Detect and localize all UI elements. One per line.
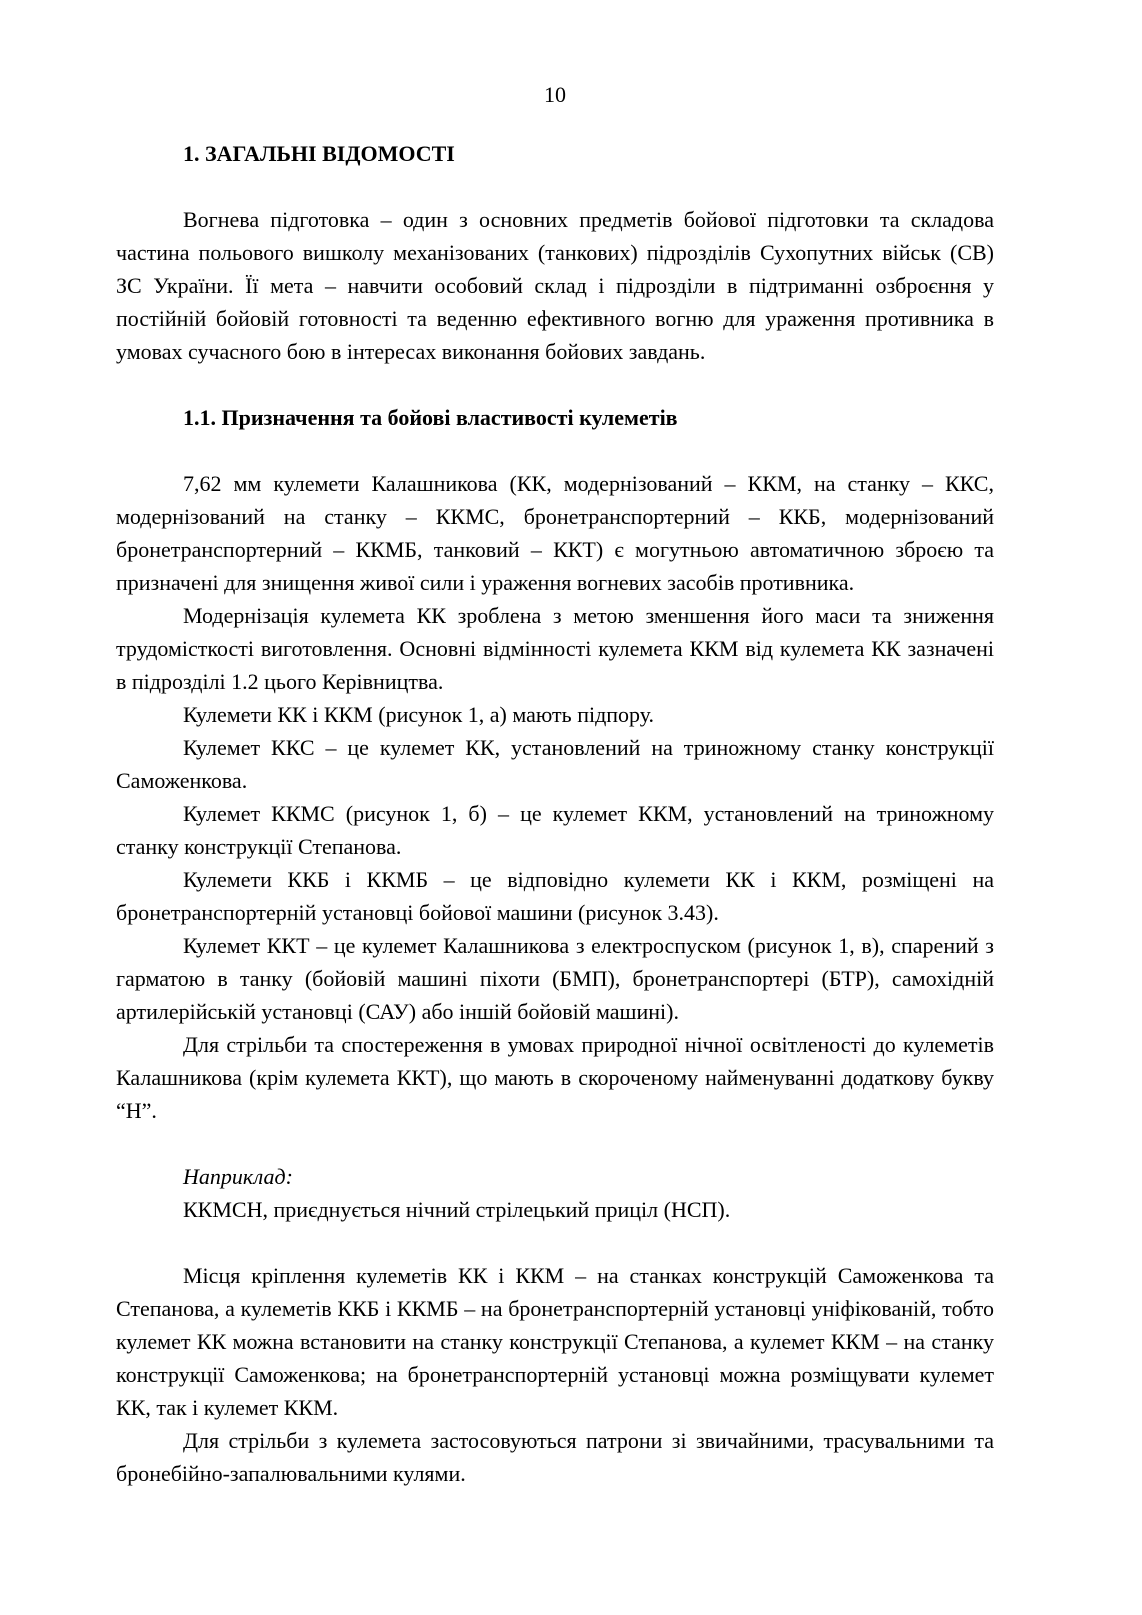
paragraph: 7,62 мм кулемети Калашникова (КК, модернізований – ККМ, на станку – ККС, модернізований на станку – ККМС, бронетранспортерний – ККБ, модернізований бронетранспортерний – ККМБ, танковий – ККТ) є могутньою автоматичною зброєю та призначені для знищення живої сили і ураження вогневих засобів противника. xyxy=(116,471,994,595)
example-label: Наприклад: xyxy=(183,1164,293,1189)
paragraph: Кулемет ККС – це кулемет КК, установлений на триножному станку конструкції Саможенкова. xyxy=(116,735,994,793)
paragraph: Кулемет ККМС (рисунок 1, б) – це кулемет ККМ, установлений на триножному станку конструкції Степанова. xyxy=(116,801,994,859)
page-number: 10 xyxy=(544,82,566,107)
paragraph: Для стрільби та спостереження в умовах природної нічної освітленості до кулеметів Калашникова (крім кулемета ККТ), що мають в скороченому найменуванні додаткову букву “Н”. xyxy=(116,1032,994,1123)
paragraph: Кулемети ККБ і ККМБ – це відповідно кулемети КК і ККМ, розміщені на бронетранспортерній установці бойової машини (рисунок 3.43). xyxy=(116,867,994,925)
subsection-heading: 1.1. Призначення та бойові властивості кулеметів xyxy=(183,405,678,430)
example-text: ККМСН, приєднується нічний стрілецький приціл (НСП). xyxy=(183,1197,731,1222)
paragraph: Місця кріплення кулеметів КК і ККМ – на станках конструкцій Саможенкова та Степанова, а кулеметів ККБ і ККМБ – на бронетранспортерній установці уніфікованій, тобто кулемет КК можна встановити на станку конструкції Степанова, а кулемет ККМ – на станку конструкції Саможенкова; на бронетранспортерній установці можна розміщувати кулемет КК, так і кулемет ККМ. xyxy=(116,1263,994,1420)
section-heading: 1. ЗАГАЛЬНІ ВІДОМОСТІ xyxy=(183,141,455,166)
paragraph: Кулемет ККТ – це кулемет Калашникова з електроспуском (рисунок 1, в), спарений з гарматою в танку (бойовій машині піхоти (БМП), бронетранспортері (БТР), самохідній артилерійській установці (САУ) або іншій бойовій машині). xyxy=(116,933,994,1024)
intro-paragraph: Вогнева підготовка – один з основних предметів бойової підготовки та складова частина польового вишколу механізованих (танкових) підрозділів Сухопутних військ (СВ) ЗС України. Її мета – навчити особовий склад і підрозділи в підтриманні озброєння у постійній бойовій готовності та веденню ефективного вогню для ураження противника в умовах сучасного бою в інтересах виконання бойових завдань. xyxy=(116,207,994,364)
paragraph: Кулемети КК і ККМ (рисунок 1, а) мають підпору. xyxy=(183,702,655,727)
paragraph: Модернізація кулемета КК зроблена з метою зменшення його маси та зниження трудомісткості виготовлення. Основні відмінності кулемета ККМ від кулемета КК зазначені в підрозділі 1.2 цього Керівництва. xyxy=(116,603,994,694)
paragraph: Для стрільби з кулемета застосовуються патрони зі звичайними, трасувальними та бронебійно-запалювальними кулями. xyxy=(116,1428,994,1486)
